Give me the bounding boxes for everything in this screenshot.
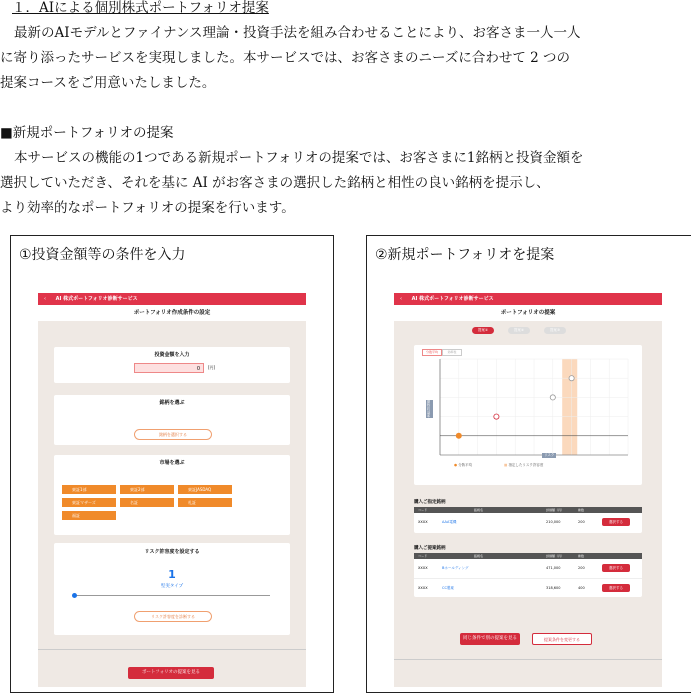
amount-label: 投資金額を入力 [154, 352, 190, 358]
row-shares: 400 [578, 586, 585, 590]
row-amount: 210,000 [546, 520, 561, 524]
stock-label: 銘柄を選ぶ [159, 400, 185, 406]
col-code: コード [418, 508, 428, 512]
view-portfolio-button[interactable]: ポートフォリオの提案を見る [128, 667, 214, 679]
data-point [494, 414, 499, 419]
app-brand: AI 株式ポートフォリオ診断サービス [411, 296, 494, 302]
legend-label: 分散平均 [458, 463, 473, 467]
risk-slider-handle[interactable] [72, 593, 77, 598]
row-shares: 200 [578, 566, 585, 570]
footer-divider [394, 659, 662, 660]
doc-section-heading: ■新規ポートフォリオの提案 [0, 125, 174, 141]
screen-result [394, 293, 662, 687]
row-code: XXXX [418, 566, 428, 570]
risk-card [54, 543, 290, 635]
row-action-button[interactable]: 選択する [602, 584, 630, 592]
row-name[interactable]: AAA電機 [442, 520, 457, 524]
data-point [569, 376, 574, 381]
market-card [54, 455, 290, 535]
market-option[interactable]: 東証1部 [62, 485, 116, 494]
screen-input [38, 293, 306, 687]
market-option[interactable]: 札証 [178, 498, 232, 507]
col-shares: 株数 [578, 508, 585, 512]
select-stock-button[interactable]: 銘柄を選択する [134, 429, 212, 440]
footer-divider [38, 649, 306, 650]
back-icon[interactable]: ‹ [400, 296, 402, 302]
market-option[interactable]: 名証 [120, 498, 174, 507]
risk-band [562, 359, 577, 455]
legend-label: 指定したリスク許容度 [508, 463, 544, 467]
doc-para2-line3: より効率的なポートフォリオの提案を行います。 [0, 200, 295, 216]
amount-card [54, 347, 290, 383]
screen-title: ポートフォリオの提案 [394, 305, 662, 321]
col-shares: 株数 [578, 554, 585, 558]
chart-card [414, 345, 642, 485]
col-amount: 評価額（円） [546, 508, 565, 512]
row-name[interactable]: Bホールディング [442, 566, 469, 570]
market-option[interactable]: 東証2部 [120, 485, 174, 494]
amount-unit: [円] [208, 365, 216, 370]
panel1-title: ①投資金額等の条件を入力 [19, 247, 186, 263]
row-shares: 200 [578, 520, 585, 524]
amount-input[interactable]: 0 [134, 363, 204, 373]
app-brand: AI 株式ポートフォリオ診断サービス [55, 296, 138, 302]
app-header [394, 293, 662, 305]
suggested-table [414, 553, 642, 597]
row-action-button[interactable]: 選択する [602, 518, 630, 526]
stock-card [54, 395, 290, 445]
same-conditions-button[interactable]: 同じ条件で別の提案を見る [460, 633, 520, 645]
app-header [38, 293, 306, 305]
panel2-title: ②新規ポートフォリオを提案 [375, 247, 555, 263]
row-amount: 318,600 [546, 586, 561, 590]
table-row [414, 513, 642, 531]
figure-panel-2 [366, 235, 691, 693]
doc-para2-line2: 選択していただき、それを基に AI がお客さまの選択した銘柄と相性の良い銘柄を提示し、 [0, 175, 550, 191]
table-row [414, 579, 642, 597]
col-name: 銘柄名 [474, 554, 484, 558]
screen-title: ポートフォリオ作成条件の設定 [38, 305, 306, 321]
row-code: XXXX [418, 586, 428, 590]
risk-diagnosis-button[interactable]: リスク許容度を診断する [134, 611, 212, 622]
y-axis-label: 期待収益率 [427, 400, 431, 418]
row-action-button[interactable]: 選択する [602, 564, 630, 572]
row-name[interactable]: CC製薬 [442, 586, 454, 590]
tab-proposal-3[interactable]: 提案③ [544, 327, 566, 334]
market-option[interactable]: 東証マザーズ [62, 498, 116, 507]
row-code: XXXX [418, 520, 428, 524]
risk-label: リスク許容度を設定する [144, 549, 200, 555]
table-row [414, 559, 642, 579]
market-label: 市場を選ぶ [159, 460, 185, 466]
data-point [456, 433, 462, 439]
doc-heading: １．AIによる個別株式ポートフォリオ提案 [12, 0, 269, 16]
tab-proposal-2[interactable]: 提案② [508, 327, 530, 334]
back-icon[interactable]: ‹ [44, 296, 46, 302]
market-option[interactable]: 東証JASDAQ [178, 485, 232, 494]
risk-type: 堅実タイプ [160, 584, 184, 589]
row-amount: 471,000 [546, 566, 561, 570]
legend-item: ■ 指定したリスク許容度 [504, 463, 544, 467]
specified-table [414, 507, 642, 533]
col-name: 銘柄名 [474, 508, 484, 512]
x-axis-label: リスク [544, 453, 555, 457]
market-option[interactable]: 福証 [62, 511, 116, 520]
risk-slider-track[interactable] [74, 595, 270, 596]
doc-para2-line1: 本サービスの機能の1つである新規ポートフォリオの提案では、お客さまに1銘柄と投資金額を [14, 150, 584, 166]
doc-para1-line1: 最新のAIモデルとファイナンス理論・投資手法を組み合わせることにより、お客さま一人一人 [14, 25, 581, 41]
risk-value: 1 [168, 568, 176, 581]
change-conditions-button[interactable]: 提案条件を変更する [532, 633, 592, 645]
chart-tab-efficiency[interactable]: 効率性 [442, 349, 462, 356]
data-point [550, 395, 555, 400]
doc-para1-line2: に寄り添ったサービスを実現しました。本サービスでは、お客さまのニーズに合わせて 2 つの [0, 50, 570, 66]
col-code: コード [418, 554, 428, 558]
specified-heading: 購入ご指定銘柄 [414, 500, 446, 505]
suggested-heading: 購入ご提案銘柄 [414, 546, 446, 551]
tab-proposal-1[interactable]: 提案① [472, 327, 494, 334]
doc-para1-line3: 提案コースをご用意いたしました。 [0, 75, 216, 91]
col-amount: 評価額（円） [546, 554, 565, 558]
legend-item: ● 分散平均 [454, 463, 473, 467]
chart-tab-dispersion[interactable]: 分散平均 [422, 349, 442, 356]
figure-panel-1 [10, 235, 334, 693]
